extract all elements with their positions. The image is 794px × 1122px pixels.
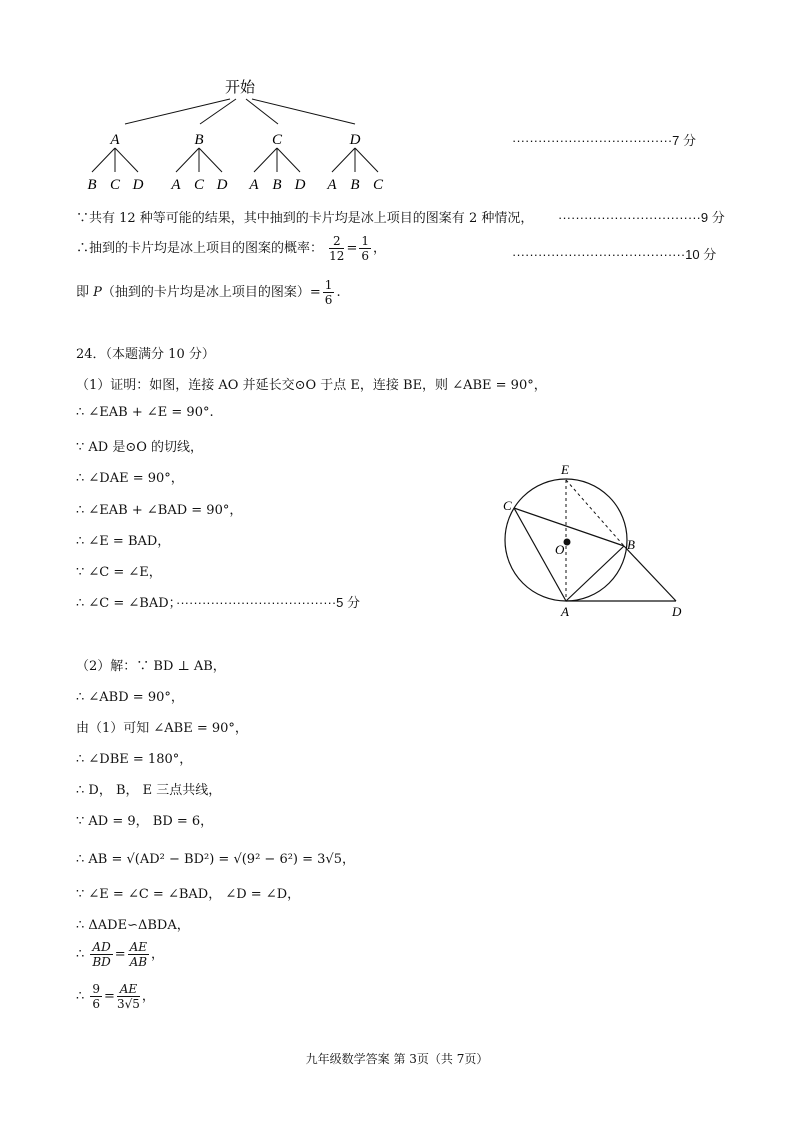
tree-diagram [70, 72, 430, 197]
q24-fraction-line2: ∴ $\frac{9}{6}$ = $\frac{AE}{3√5}$ ， [76, 982, 155, 1011]
q24-fraction-line1: ∴ $\frac{AD}{BD}$ = $\frac{AE}{AB}$ ， [76, 940, 165, 969]
q24-p2-6: ∴ AB = √(AD² − BD²) = √(9² − 6²) = 3√5， [76, 852, 355, 867]
tree-leaf: B [272, 177, 282, 193]
score-10: ········································10 分 [512, 247, 717, 262]
tree-l1-2: C [271, 132, 283, 148]
tree-leaf: C [109, 177, 121, 193]
tree-leaf: B [350, 177, 360, 193]
tree-leaf: D [294, 177, 306, 193]
label-B: B [627, 537, 635, 552]
tree-leaf: D [216, 177, 228, 193]
segment-BD [624, 546, 676, 601]
tree-leaf: C [372, 177, 384, 193]
label-E: E [561, 462, 569, 477]
q24-p2-7: ∵ ∠E = ∠C = ∠BAD， ∠D = ∠D， [76, 887, 301, 902]
tree-l1-0: A [110, 132, 120, 148]
q24-p1-5: ∴ ∠E = BAD， [76, 534, 171, 549]
center-point [564, 539, 571, 546]
score-5: ·····································5 分 [176, 595, 361, 610]
tree-root: 开始 [224, 80, 256, 96]
score-7: ·····································7 分 [512, 133, 697, 148]
tree-leaf: B [87, 177, 97, 193]
q23-line1 [76, 207, 533, 226]
segment-AB [566, 546, 624, 601]
tree-leaf: D [132, 177, 144, 193]
q24-p2-8: ∴ ΔADE∽ΔBDA， [76, 918, 190, 933]
q24-p2-5: ∵ AD = 9， BD = 6， [76, 814, 214, 829]
tree-leaf: C [193, 177, 205, 193]
q24-p2-2: 由（1）可知 ∠ABE = 90°， [76, 721, 248, 736]
q24-p1-3: ∴ ∠DAE = 90°， [76, 471, 184, 486]
circle-geometry-figure [496, 458, 696, 623]
q24-p2-0: （2）解：∵ BD ⊥ AB， [76, 659, 226, 674]
q24-p1-2: ∵ AD 是⊙O 的切线， [76, 440, 204, 455]
q24-p2-4: ∴ D， B， E 三点共线， [76, 783, 222, 798]
score-9: ·································9 分 [558, 210, 725, 225]
q24-p1-6: ∵ ∠C = ∠E， [76, 565, 162, 580]
q24-title: 24．（本题满分 10 分） [76, 347, 215, 362]
label-D: D [672, 604, 682, 619]
q24-p1-0: （1）证明：如图，连接 AO 并延长交⊙O 于点 E，连接 BE，则 ∠ABE = 90°， [76, 378, 547, 393]
q24-p1-7: ∴ ∠C = ∠BAD； [76, 596, 182, 611]
tree-leaf: A [249, 177, 259, 193]
q24-p1-4: ∴ ∠EAB + ∠BAD = 90°， [76, 503, 243, 518]
tree-leaf: A [327, 177, 337, 193]
page-footer: 九年级数学答案 第 3页（共 7页） [305, 1052, 489, 1066]
q23-line1-text: ∵共有 12 种等可能的结果，其中抽到的卡片均是冰上项目的图案有 2 种情况， [76, 211, 534, 226]
label-C: C [503, 498, 512, 513]
tree-l1-1: B [194, 132, 204, 148]
fraction-1-6b: $\frac{1}{6}$ [324, 278, 333, 307]
q24-p2-1: ∴ ∠ABD = 90°， [76, 690, 184, 705]
q24-p2-3: ∴ ∠DBE = 180°， [76, 752, 193, 767]
q23-line2-prefix: ∴抽到的卡片均是冰上项目的图案的概率： [76, 241, 324, 256]
fraction-2-12: $\frac{2}{12}$ [329, 234, 345, 263]
q23-line2: ∴抽到的卡片均是冰上项目的图案的概率： $\frac{2}{12}$ = $\frac{1}{6}$ ， [76, 234, 386, 263]
tree-l1-3: D [349, 132, 361, 148]
q24-p1-1: ∴ ∠EAB + ∠E = 90°. [76, 405, 214, 420]
label-A: A [561, 604, 569, 619]
fraction-1-6: $\frac{1}{6}$ [361, 234, 369, 263]
label-O: O [555, 542, 565, 557]
tree-leaf: A [171, 177, 181, 193]
q23-line3: 即 P（抽到的卡片均是冰上项目的图案）= $\frac{1}{6}$ . [76, 278, 341, 307]
